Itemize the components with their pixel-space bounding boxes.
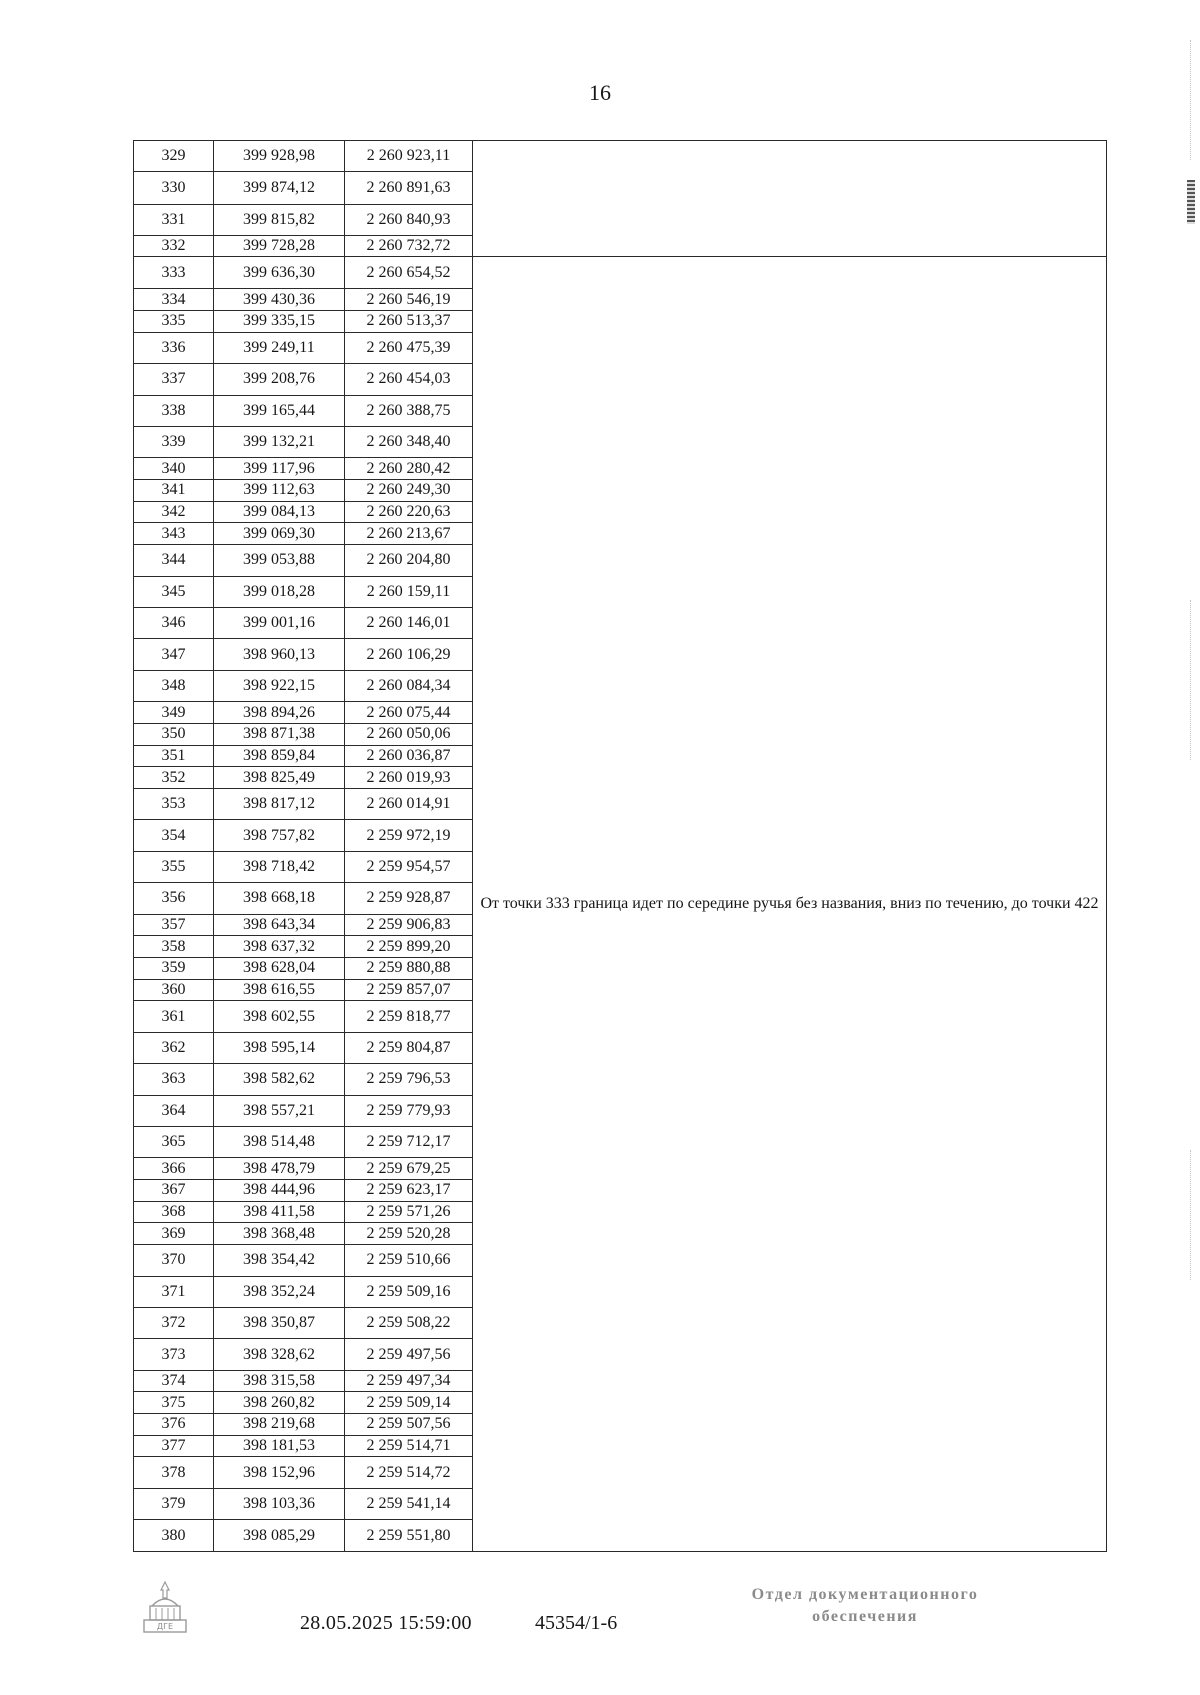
point-number-cell: 342 [134,501,214,523]
point-number-cell: 347 [134,639,214,670]
coordinates-table [133,140,1107,1552]
x-coordinate-cell: 398 616,55 [214,979,345,1001]
point-number-cell: 362 [134,1032,214,1063]
table-row [134,141,1107,172]
point-number-cell: 379 [134,1488,214,1519]
x-coordinate-cell: 398 859,84 [214,745,345,767]
x-coordinate-cell: 398 103,36 [214,1488,345,1519]
y-coordinate-cell: 2 260 891,63 [345,172,473,205]
point-number-cell: 330 [134,172,214,205]
x-coordinate-cell: 398 352,24 [214,1276,345,1307]
point-number-cell: 353 [134,788,214,819]
y-coordinate-cell: 2 260 388,75 [345,395,473,426]
point-number-cell: 339 [134,427,214,458]
x-coordinate-cell: 398 817,12 [214,788,345,819]
point-number-cell: 343 [134,523,214,545]
y-coordinate-cell: 2 260 014,91 [345,788,473,819]
y-coordinate-cell: 2 259 906,83 [345,914,473,936]
x-coordinate-cell: 398 315,58 [214,1370,345,1392]
stamp-department-line2: обеспечения [812,1608,918,1625]
y-coordinate-cell: 2 260 213,67 [345,523,473,545]
y-coordinate-cell: 2 260 204,80 [345,545,473,576]
point-number-cell: 367 [134,1180,214,1202]
y-coordinate-cell: 2 259 497,34 [345,1370,473,1392]
point-number-cell: 352 [134,767,214,789]
point-number-cell: 336 [134,332,214,363]
y-coordinate-cell: 2 259 972,19 [345,820,473,851]
point-number-cell: 376 [134,1414,214,1436]
x-coordinate-cell: 399 053,88 [214,545,345,576]
y-coordinate-cell: 2 259 880,88 [345,957,473,979]
point-number-cell: 380 [134,1520,214,1552]
point-number-cell: 364 [134,1095,214,1126]
point-number-cell: 345 [134,576,214,607]
scan-edge-dots [1190,1150,1192,1280]
x-coordinate-cell: 398 368,48 [214,1223,345,1245]
y-coordinate-cell: 2 260 036,87 [345,745,473,767]
y-coordinate-cell: 2 259 520,28 [345,1223,473,1245]
x-coordinate-cell: 398 960,13 [214,639,345,670]
x-coordinate-cell: 399 018,28 [214,576,345,607]
point-number-cell: 365 [134,1127,214,1158]
point-number-cell: 338 [134,395,214,426]
point-number-cell: 332 [134,236,214,257]
y-coordinate-cell: 2 259 818,77 [345,1001,473,1032]
x-coordinate-cell: 398 328,62 [214,1339,345,1370]
x-coordinate-cell: 399 117,96 [214,458,345,480]
x-coordinate-cell: 398 085,29 [214,1520,345,1552]
x-coordinate-cell: 398 922,15 [214,670,345,701]
table-row [134,256,1107,289]
x-coordinate-cell: 398 871,38 [214,723,345,745]
x-coordinate-cell: 399 728,28 [214,236,345,257]
point-number-cell: 371 [134,1276,214,1307]
y-coordinate-cell: 2 259 796,53 [345,1064,473,1095]
x-coordinate-cell: 398 757,82 [214,820,345,851]
point-number-cell: 366 [134,1158,214,1180]
y-coordinate-cell: 2 260 732,72 [345,236,473,257]
y-coordinate-cell: 2 259 509,16 [345,1276,473,1307]
y-coordinate-cell: 2 259 928,87 [345,883,473,914]
y-coordinate-cell: 2 259 508,22 [345,1307,473,1338]
x-coordinate-cell: 398 478,79 [214,1158,345,1180]
point-number-cell: 356 [134,883,214,914]
y-coordinate-cell: 2 259 954,57 [345,851,473,882]
y-coordinate-cell: 2 259 804,87 [345,1032,473,1063]
point-number-cell: 358 [134,936,214,958]
y-coordinate-cell: 2 260 475,39 [345,332,473,363]
x-coordinate-cell: 399 132,21 [214,427,345,458]
point-number-cell: 369 [134,1223,214,1245]
y-coordinate-cell: 2 259 514,72 [345,1457,473,1488]
point-number-cell: 368 [134,1201,214,1223]
x-coordinate-cell: 398 894,26 [214,702,345,724]
x-coordinate-cell: 399 208,76 [214,364,345,395]
y-coordinate-cell: 2 260 546,19 [345,289,473,311]
y-coordinate-cell: 2 259 571,26 [345,1201,473,1223]
y-coordinate-cell: 2 259 497,56 [345,1339,473,1370]
y-coordinate-cell: 2 259 899,20 [345,936,473,958]
x-coordinate-cell: 399 112,63 [214,480,345,502]
x-coordinate-cell: 398 602,55 [214,1001,345,1032]
y-coordinate-cell: 2 260 146,01 [345,607,473,638]
y-coordinate-cell: 2 259 514,71 [345,1435,473,1457]
point-number-cell: 355 [134,851,214,882]
point-number-cell: 361 [134,1001,214,1032]
x-coordinate-cell: 399 928,98 [214,141,345,172]
point-number-cell: 350 [134,723,214,745]
x-coordinate-cell: 399 069,30 [214,523,345,545]
y-coordinate-cell: 2 260 348,40 [345,427,473,458]
x-coordinate-cell: 398 350,87 [214,1307,345,1338]
x-coordinate-cell: 399 636,30 [214,256,345,289]
y-coordinate-cell: 2 260 019,93 [345,767,473,789]
point-number-cell: 348 [134,670,214,701]
x-coordinate-cell: 398 637,32 [214,936,345,958]
x-coordinate-cell: 398 628,04 [214,957,345,979]
point-number-cell: 360 [134,979,214,1001]
x-coordinate-cell: 398 411,58 [214,1201,345,1223]
y-coordinate-cell: 2 260 084,34 [345,670,473,701]
x-coordinate-cell: 399 084,13 [214,501,345,523]
y-coordinate-cell: 2 260 513,37 [345,311,473,333]
y-coordinate-cell: 2 260 654,52 [345,256,473,289]
stamp-date: 28.05.2025 15:59:00 [300,1612,472,1634]
y-coordinate-cell: 2 259 541,14 [345,1488,473,1519]
point-number-cell: 363 [134,1064,214,1095]
y-coordinate-cell: 2 259 510,66 [345,1245,473,1276]
x-coordinate-cell: 398 514,48 [214,1127,345,1158]
x-coordinate-cell: 398 444,96 [214,1180,345,1202]
seal-text: ДГЕ [156,1622,174,1631]
y-coordinate-cell: 2 260 159,11 [345,576,473,607]
point-number-cell: 351 [134,745,214,767]
y-coordinate-cell: 2 259 509,14 [345,1392,473,1414]
x-coordinate-cell: 399 165,44 [214,395,345,426]
x-coordinate-cell: 398 582,62 [214,1064,345,1095]
point-number-cell: 374 [134,1370,214,1392]
x-coordinate-cell: 398 825,49 [214,767,345,789]
point-number-cell: 333 [134,256,214,289]
point-number-cell: 331 [134,204,214,235]
x-coordinate-cell: 399 430,36 [214,289,345,311]
x-coordinate-cell: 398 219,68 [214,1414,345,1436]
x-coordinate-cell: 399 815,82 [214,204,345,235]
y-coordinate-cell: 2 260 454,03 [345,364,473,395]
scan-edge-mark [1187,180,1195,224]
x-coordinate-cell: 398 260,82 [214,1392,345,1414]
x-coordinate-cell: 398 643,34 [214,914,345,936]
y-coordinate-cell: 2 260 840,93 [345,204,473,235]
y-coordinate-cell: 2 259 507,56 [345,1414,473,1436]
x-coordinate-cell: 398 668,18 [214,883,345,914]
x-coordinate-cell: 399 335,15 [214,311,345,333]
x-coordinate-cell: 399 001,16 [214,607,345,638]
x-coordinate-cell: 398 595,14 [214,1032,345,1063]
point-number-cell: 378 [134,1457,214,1488]
y-coordinate-cell: 2 260 050,06 [345,723,473,745]
point-number-cell: 372 [134,1307,214,1338]
y-coordinate-cell: 2 260 106,29 [345,639,473,670]
point-number-cell: 354 [134,820,214,851]
y-coordinate-cell: 2 259 712,17 [345,1127,473,1158]
point-number-cell: 349 [134,702,214,724]
description-cell-top [473,141,1107,257]
stamp-department-line1: Отдел документационного [751,1586,979,1603]
point-number-cell: 359 [134,957,214,979]
point-number-cell: 373 [134,1339,214,1370]
page-number: 16 [589,80,611,105]
scan-edge-dots [1190,600,1192,760]
point-number-cell: 334 [134,289,214,311]
stamp-number: 45354/1-6 [535,1612,618,1634]
x-coordinate-cell: 398 181,53 [214,1435,345,1457]
y-coordinate-cell: 2 260 280,42 [345,458,473,480]
point-number-cell: 329 [134,141,214,172]
x-coordinate-cell: 398 557,21 [214,1095,345,1126]
y-coordinate-cell: 2 259 679,25 [345,1158,473,1180]
x-coordinate-cell: 399 249,11 [214,332,345,363]
y-coordinate-cell: 2 260 249,30 [345,480,473,502]
point-number-cell: 375 [134,1392,214,1414]
y-coordinate-cell: 2 260 075,44 [345,702,473,724]
coordinates-table-body [134,141,1107,1552]
y-coordinate-cell: 2 259 779,93 [345,1095,473,1126]
seal-emblem-icon [140,1578,190,1638]
y-coordinate-cell: 2 259 857,07 [345,979,473,1001]
y-coordinate-cell: 2 259 551,80 [345,1520,473,1552]
scan-edge-dots [1190,40,1192,160]
point-number-cell: 357 [134,914,214,936]
point-number-cell: 340 [134,458,214,480]
x-coordinate-cell: 398 354,42 [214,1245,345,1276]
point-number-cell: 335 [134,311,214,333]
y-coordinate-cell: 2 260 923,11 [345,141,473,172]
y-coordinate-cell: 2 259 623,17 [345,1180,473,1202]
point-number-cell: 344 [134,545,214,576]
point-number-cell: 377 [134,1435,214,1457]
x-coordinate-cell: 398 152,96 [214,1457,345,1488]
x-coordinate-cell: 399 874,12 [214,172,345,205]
point-number-cell: 370 [134,1245,214,1276]
point-number-cell: 337 [134,364,214,395]
x-coordinate-cell: 398 718,42 [214,851,345,882]
boundary-description-cell: От точки 333 граница идет по середине ручья без названия, вниз по течению, до точки 422 [473,256,1107,1551]
stamp-department [700,1584,1030,1628]
y-coordinate-cell: 2 260 220,63 [345,501,473,523]
point-number-cell: 341 [134,480,214,502]
point-number-cell: 346 [134,607,214,638]
